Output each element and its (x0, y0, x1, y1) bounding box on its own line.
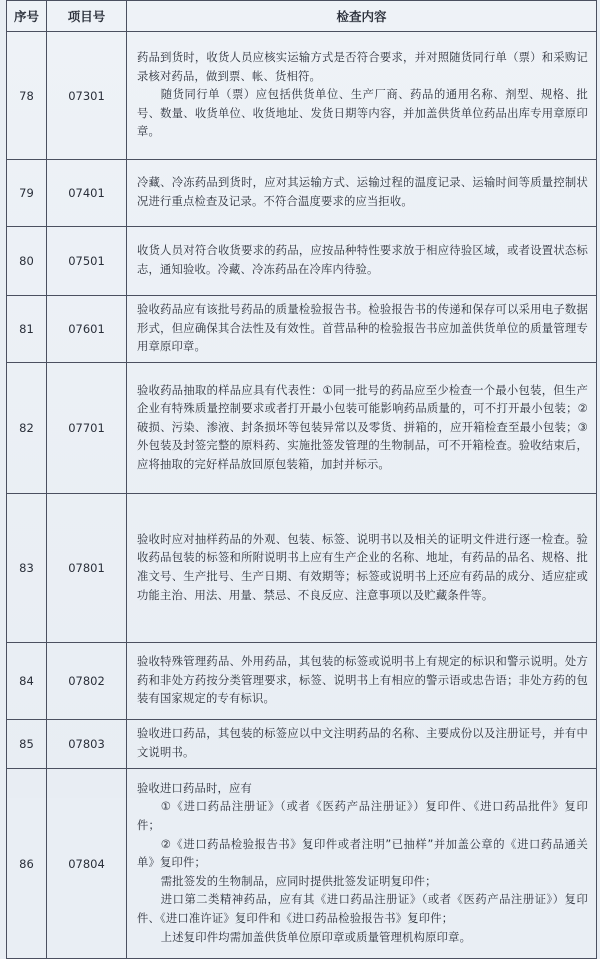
row-content (127, 296, 597, 363)
content-paragraph: 验收进口药品，其包装的标签应以中文注明药品的名称、主要成份以及注册证号，并有中文说明书。 (137, 727, 588, 759)
row-code: 07803 (47, 720, 127, 769)
row-index: 78 (7, 32, 47, 160)
content-paragraph: 上述复印件均需加盖供货单位原印章或质量管理机构原印章。 (160, 930, 472, 944)
row-code: 07801 (47, 494, 127, 643)
row-code: 07501 (47, 227, 127, 296)
content-paragraph: ①《进口药品注册证》（或者《医药产品注册证》）复印件、《进口药品批件》复印件； (137, 800, 588, 833)
table-row (7, 769, 597, 959)
row-code: 07802 (47, 643, 127, 720)
content-paragraph: 药品到货时，收货人员应核实运输方式是否符合要求，并对照随货同行单（票）和采购记录核对药品，做到票、帐、货相符。 (137, 51, 588, 83)
content-paragraph: 进口第二类精神药品，应有其《进口药品注册证》（或者《医药产品注册证》）复印件、《进口准许证》复印件和《进口药品检验报告书》复印件； (137, 893, 588, 925)
row-content (127, 227, 597, 296)
row-index: 81 (7, 296, 47, 363)
table-row (7, 227, 597, 296)
table-row (7, 494, 597, 643)
row-code: 07804 (47, 769, 127, 959)
content-paragraph: 验收药品抽取的样品应具有代表性：①同一批号的药品应至少检查一个最小包装，但生产企业有特殊质量控制要求或者打开最小包装可能影响药品质量的，可不打开最小包装；②破损、污染、渗液、封条损坏等包装异常以及零货、拼箱的，应开箱检查至最小包装；③外包装及封签完整的原料药、实施批签发管理的生物制品，可不开箱检查。验收结束后，应将抽取的完好样品放回原包装箱，加封并标示。 (137, 383, 588, 471)
header-content: 检查内容 (127, 1, 597, 32)
content-paragraph: 验收药品应有该批号药品的质量检验报告书。检验报告书的传递和保存可以采用电子数据形式，但应确保其合法性及有效性。首营品种的检验报告书应加盖供货单位的质量管理专用章原印章。 (137, 303, 588, 354)
row-content (127, 769, 597, 959)
table-row (7, 720, 597, 769)
row-content (127, 494, 597, 643)
row-code: 07401 (47, 160, 127, 227)
table-row (7, 160, 597, 227)
row-content (127, 160, 597, 227)
table-row (7, 32, 597, 160)
row-index: 82 (7, 363, 47, 494)
content-paragraph: 验收时应对抽样药品的外观、包装、标签、说明书以及相关的证明文件进行逐一检查。验收药品包装的标签和所附说明书上应有生产企业的名称、地址，有药品的品名、规格、批准文号、生产批号、生产日期、有效期等；标签或说明书上还应有药品的成分、适应症或功能主治、用法、用量、禁忌、不良反应、注意事项以及贮藏条件等。 (137, 532, 588, 602)
row-content (127, 363, 597, 494)
header-index: 序号 (7, 1, 47, 32)
inspection-table (6, 0, 597, 959)
content-paragraph: 随货同行单（票）应包括供货单位、生产厂商、药品的通用名称、剂型、规格、批号、数量、收货单位、收货地址、发货日期等内容，并加盖供货单位药品出库专用章原印章。 (137, 88, 588, 139)
content-paragraph: ②《进口药品检验报告书》复印件或者注明”已抽样”并加盖公章的《进口药品通关单》复印件； (137, 837, 588, 870)
row-index: 80 (7, 227, 47, 296)
content-paragraph: 验收特殊管理药品、外用药品，其包装的标签或说明书上有规定的标识和警示说明。处方药和非处方药按分类管理要求，标签、说明书上有相应的警示语或忠告语；非处方药的包装有国家规定的专有标识。 (137, 655, 588, 706)
row-index: 83 (7, 494, 47, 643)
row-index: 84 (7, 643, 47, 720)
row-code: 07301 (47, 32, 127, 160)
row-index: 86 (7, 769, 47, 959)
content-paragraph: 收货人员对符合收货要求的药品，应按品种特性要求放于相应待验区域，或者设置状态标志，通知验收。冷藏、冷冻药品在冷库内待验。 (137, 244, 588, 276)
table-row (7, 363, 597, 494)
table-header-row (7, 1, 597, 32)
row-index: 79 (7, 160, 47, 227)
row-index: 85 (7, 720, 47, 769)
content-paragraph: 需批签发的生物制品，应同时提供批签发证明复印件； (160, 874, 437, 888)
table-row (7, 643, 597, 720)
document-page (6, 0, 596, 944)
table-row (7, 296, 597, 363)
row-content (127, 32, 597, 160)
row-content (127, 643, 597, 720)
row-code: 07601 (47, 296, 127, 363)
row-content (127, 720, 597, 769)
content-paragraph: 验收进口药品时，应有 (137, 781, 252, 795)
row-code: 07701 (47, 363, 127, 494)
header-code: 项目号 (47, 1, 127, 32)
content-paragraph: 冷藏、冷冻药品到货时，应对其运输方式、运输过程的温度记录、运输时间等质量控制状况进行重点检查及记录。不符合温度要求的应当拒收。 (137, 176, 588, 208)
